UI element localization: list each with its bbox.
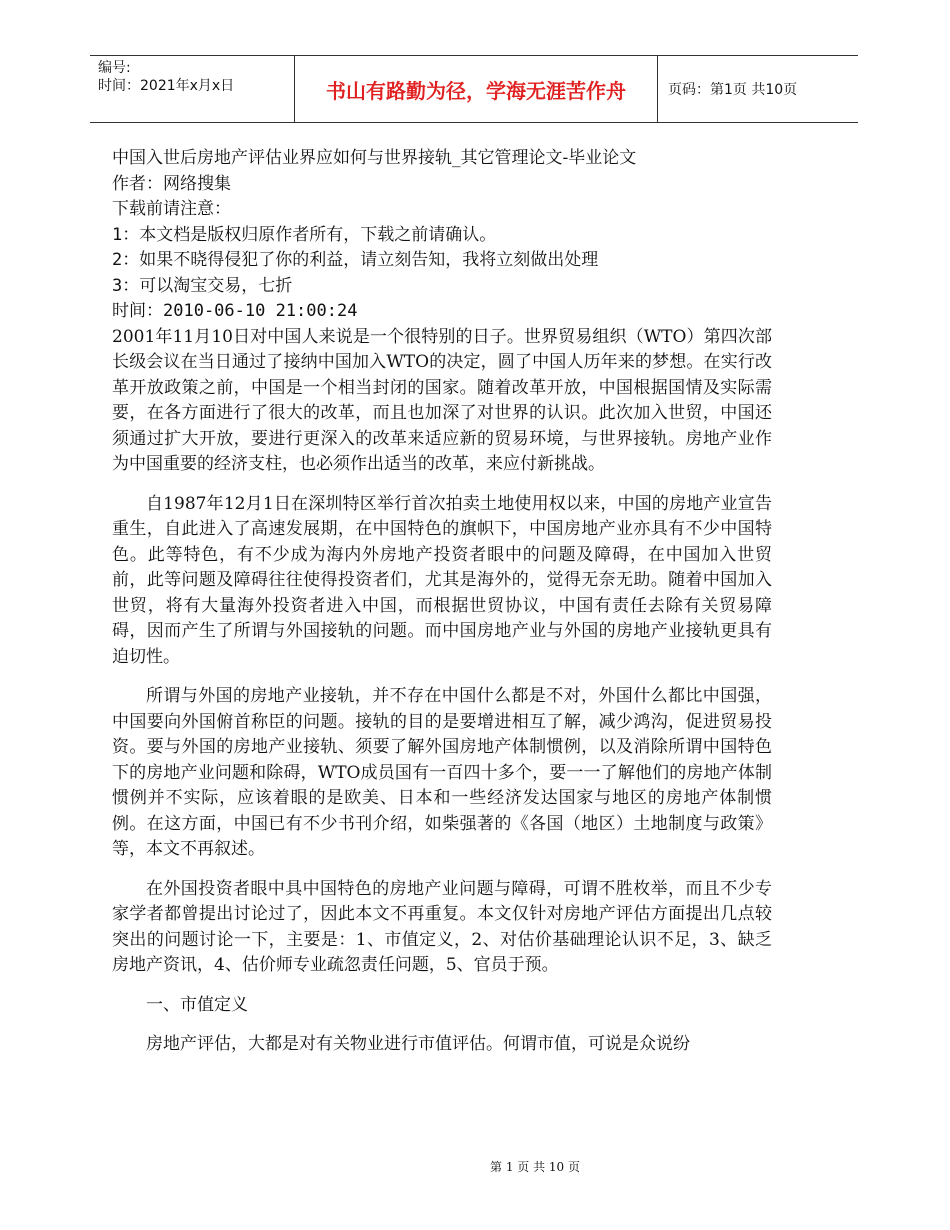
document-title: 中国入世后房地产评估业界应如何与世界接轨_其它管理论文-毕业论文 [112, 148, 637, 168]
header-page-label: 页码：第1页 共10页 [668, 82, 798, 98]
paragraph-2: 自1987年12月1日在深圳特区举行首次拍卖土地使用权以来，中国的房地产业宣告重生，自此进入了高速发展期，在中国特色的旗帜下，中国房地产业亦具有不少中国特色。此等特色，有不少成为海内外房地产投资者眼中的问题及障碍，在中国加入世贸前，此等问题及障碍往往使得投资者们，尤其是海外的，觉得无奈无助。随着中国加入世贸，将有大量海外投资者进入中国，而根据世贸协议，中国有责任去除有关贸易障碍，因而产生了所谓与外国接轨的问题。而中国房地产业与外国的房地产业接轨更具有迫切性。 [112, 493, 772, 667]
document-time: 时间：2010-06-10 21:00:24 [112, 301, 358, 321]
time-label: 时间：2021年x月x日 [98, 78, 235, 94]
paragraph-3: 所谓与外国的房地产业接轨，并不存在中国什么都是不对，外国什么都比中国强，中国要向外国俯首称臣的问题。接轨的目的是要增进相互了解，减少鸿沟，促进贸易投资。要与外国的房地产业接轨、须要了解外国房地产体制惯例，以及消除所谓中国特色下的房地产业问题和除碍，WTO成员国有一百四十多个，要一一了解他们的房地产体制惯例并不实际，应该着眼的是欧美、日本和一些经济发达国家与地区的房地产体制惯例。在这方面，中国已有不少书刊介绍，如柴强著的《各国（地区）土地制度与政策》等，本文不再叙述。 [112, 686, 772, 859]
paragraph-4: 在外国投资者眼中具中国特色的房地产业问题与障碍，可谓不胜枚举，而且不少专家学者都曾提出讨论过了，因此本文不再重复。本文仅针对房地产评估方面提出几点较突出的问题讨论一下，主要是：1、市值定义，2、对估价基础理论认识不足，3、缺乏房地产资讯，4、估价师专业疏忽责任问题，5、官员于预。 [112, 878, 772, 975]
paragraph-5: 房地产评估，大都是对有关物业进行市值评估。何谓市值，可说是众说纷 [146, 1034, 690, 1054]
document-author: 作者：网络搜集 [112, 173, 231, 194]
header-info [90, 56, 294, 122]
notice-item-3: 3：可以淘宝交易，七折 [112, 275, 293, 296]
page-footer: 第 1 页 共 10 页 [490, 1160, 580, 1174]
section-heading-1: 一、市值定义 [146, 994, 248, 1015]
document-body [112, 146, 772, 1058]
page-header [90, 55, 858, 123]
paragraph-1: 2001年11月10日对中国人来说是一个很特别的日子。世界贸易组织（WTO）第四次部长级会议在当日通过了接纳中国加入WTO的决定，圆了中国人历年来的梦想。在实行改革开放政策之前，中国是一个相当封闭的国家。随着改革开放，中国根据国情及实际需要，在各方面进行了很大的改革，而且也加深了对世界的认识。此次加入世贸，中国还须通过扩大开放，要进行更深入的改革来适应新的贸易环境，与世界接轨。房地产业作为中国重要的经济支柱，也必须作出适当的改革，来应付新挑战。 [112, 326, 772, 474]
notice-heading: 下载前请注意： [112, 199, 231, 219]
notice-item-2: 2：如果不晓得侵犯了你的利益，请立刻告知，我将立刻做出处理 [112, 250, 599, 270]
number-label: 编号: [98, 60, 131, 76]
notice-item-1: 1：本文档是版权归原作者所有，下载之前请确认。 [112, 224, 497, 245]
header-motto: 书山有路勤为径，学海无涯苦作舟 [294, 56, 658, 122]
